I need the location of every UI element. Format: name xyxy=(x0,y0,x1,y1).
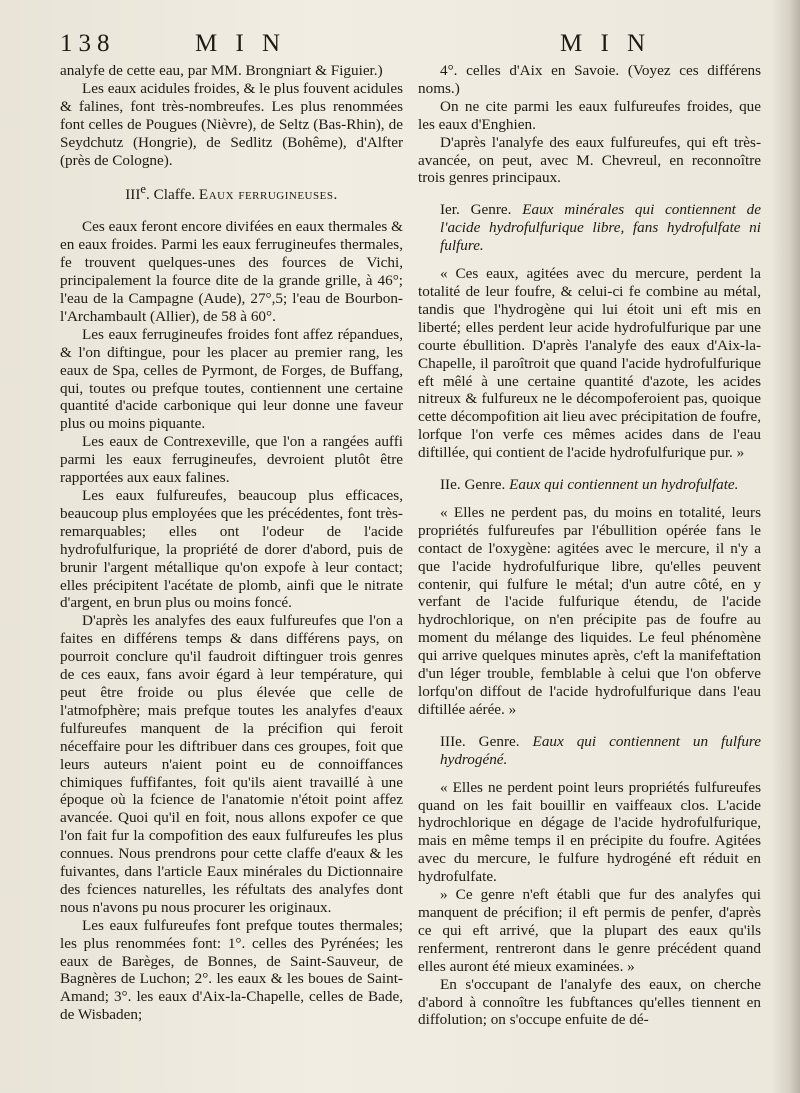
right-paragraph: En s'occupant de l'analyfe des eaux, on cherche d'abord à connoître les fubftances qu'elles tiennent en diffolution; on s'occupe enfuite de dé- xyxy=(418,975,761,1029)
right-paragraph: On ne cite parmi les eaux fulfureufes froides, que les eaux d'Enghien. xyxy=(418,97,761,133)
left-paragraph: Ces eaux feront encore divifées en eaux thermales & en eaux froides. Parmi les eaux ferrugineufes thermales, fe trouvent quelques-unes des fources de Vichi, principalement la fource dite de la grande grille, à 46°; l'eau de la Campagne (Aude), 27°,5; l'eau de Bourbon-l'Archambault (Allier), de 58 à 60°. xyxy=(60,218,403,325)
right-paragraph: D'après l'analyfe des eaux fulfureufes, qui eft très-avancée, on peut, avec M. Chevreul, en reconnoître trois genres principaux. xyxy=(418,133,761,187)
right-column xyxy=(418,62,761,1029)
left-column xyxy=(60,62,403,1024)
left-paragraph: Les eaux ferrugineufes froides font affez répandues, & l'on diftingue, pour les placer au premier rang, les eaux de Spa, celles de Pyrmont, de Forges, de Buffang, qui, toutes ou prefque toutes, contiennent une certaine quantité d'acide carbonique qui leur donne une faveur plus ou moins piquante. xyxy=(60,325,403,433)
genre-title: Eaux minérales qui contiennent de l'acide hydrofulfurique libre, fans hydrofulfate ni fulfure. xyxy=(440,201,761,255)
genre-title: Eaux qui contiennent un hydrofulfate. xyxy=(509,476,739,494)
left-paragraph: Les eaux acidules froides, & le plus fouvent acidules & falines, font très-nombreufes. Les plus renommées font celles de Pougues (Nièvre), de Seltz (Bas-Rhin), de Seydchutz (Hongrie), de Sedlitz (Bohême), d'Alfter (près de Cologne). xyxy=(60,79,403,169)
page-gutter-shadow xyxy=(772,0,800,1093)
left-running-title: M I N xyxy=(195,30,287,57)
quoted-paragraph: » Ce genre n'eft établi que fur des analyfes qui manquent de précifion; il eft permis de penfer, d'après ce qui eft arrivé, que la plupart des eaux qu'ils renferment, rentreront dans le genre précédent quand elles auront été mieux examinées. » xyxy=(418,886,761,975)
genre-label: IIIe. Genre. xyxy=(440,732,520,750)
section-number-suffix: e xyxy=(140,182,147,197)
section-number: III xyxy=(125,186,141,204)
genre-label: Ier. Genre. xyxy=(440,201,512,219)
left-paragraph: Les eaux fulfureufes font prefque toutes thermales; les plus renommées font: 1°. celles des Pyrénées; les eaux de Barèges, de Bonnes, de Saint-Sauveur, de Bagnères de Luchon; 2°. les eaux & les boues de Saint-Amand; 3°. les eaux d'Aix-la-Chapelle, celles de Bade, de Wisbaden; xyxy=(60,916,403,1024)
quoted-paragraph: « Elles ne perdent point leurs propriétés fulfureufes quand on les fait bouillir en vaiffeaux clos. L'acide hydrochlorique en dégage de l'acide hydrofulfurique, mais en même temps il en précipite du foufre. Agitées avec du mercure, le fulfure hydrogéné eft réduit en hydrofulfate. xyxy=(418,778,761,886)
section-classe: . Claffe. xyxy=(146,186,196,204)
left-paragraph: Les eaux fulfureufes, beaucoup plus efficaces, beaucoup plus employées que les précédentes, font très-remarquables; elles ont l'odeur de l'acide hydrofulfurique, la propriété de dorer d'abord, puis de brunir l'argent métallique qu'on expofe à leur contact; elles précipitent l'acétate de plomb, ainfi que le nitrate d'argent, en brun plus ou moins foncé. xyxy=(60,487,403,612)
right-running-title: M I N xyxy=(560,30,652,57)
quoted-paragraph: « Ces eaux, agitées avec du mercure, perdent la totalité de leur foufre, & celui-ci fe combine au métal, tandis que l'hydrogène qui lui étoit uni eft mis en liberté; elles perdent leur acide hydrofulfurique par une courte ébullition. D'après l'analyfe des eaux d'Aix-la-Chapelle, il paroîtroit que quand l'acide hydrofulfurique eft mêlé à une certaine quantité d'azote, les acides nitreux & fulfureux ne le décompoferoient pas, quoique cette décompofition ait lieu avec précipitation de foufre, lorfque l'on verfe ces mêmes acides dans de l'eau diftillée, qui contient de l'acide hydrofulfurique pur. » xyxy=(418,265,761,462)
left-paragraph: D'après les analyfes des eaux fulfureufes que l'on a faites en différens temps & dans différens pays, on pourroit conclure qu'il faudroit diftinguer trois genres de ces eaux, fans avoir égard à leur température, qui peut être froide ou plus élevée que celle de l'atmofphère; mais prefque toutes les analyfes d'eaux fulfureufes manquent de la précifion qui feroit néceffaire pour les diftribuer dans ces groupes, foit que leurs auteurs n'aient point eu de connoiffances chimiques fuffifantes, foit qu'ils aient travaillé à une époque où la fcience de l'anatomie n'étoit point affez avancée. Quoi qu'il en foit, nous allons expofer ce que l'on fait fur la compofition des eaux fulfureufes les plus connues. Nous prendrons pour cette claffe d'eaux & les fuivantes, dans l'article Eaux minérales du Dictionnaire des fciences naturelles, les réfultats des analyfes dont nous n'avons pu nous procurer les originaux. xyxy=(60,612,403,916)
left-paragraph: analyfe de cette eau, par MM. Brongniart & Figuier.) xyxy=(60,62,383,79)
quoted-paragraph: « Elles ne perdent pas, du moins en totalité, leurs propriétés fulfureufes par l'ébullition opérée fans le contact de l'oxygène: agitées avec le mercure, il n'y a que l'acide hydrofulfurique libre, qu'elles peuvent contenir, qui fulfure le métal; d'un autre côté, en y verfant de l'acide fulfurique étendu, de l'acide hydrochlorique, on n'en précipite pas de foufre au moment du mélange des liquides. Le feul phénomène qui arrive quelques minutes après, c'eft la manifeftation d'un léger trouble, femblable à celui que l'on obferve lorfqu'on diffout de l'acide hydrofulfurique dans l'eau diftillée aérée. » xyxy=(418,503,761,718)
genre-heading xyxy=(418,201,761,255)
section-heading xyxy=(60,181,403,204)
right-paragraph: 4°. celles d'Aix en Savoie. (Voyez ces différens noms.) xyxy=(418,62,761,97)
genre-heading xyxy=(418,733,761,769)
page-number: 138 xyxy=(60,30,116,57)
section-title: Eaux ferrugineuses. xyxy=(198,186,338,204)
running-header xyxy=(60,28,790,62)
genre-title: Eaux qui contiennent un fulfure hydrogéné. xyxy=(440,732,761,768)
left-paragraph: Les eaux de Contrexeville, que l'on a rangées auffi parmi les eaux ferrugineufes, devroient plutôt être rapportées aux eaux falines. xyxy=(60,433,403,487)
genre-label: IIe. Genre. xyxy=(440,476,506,494)
genre-heading xyxy=(418,476,761,494)
